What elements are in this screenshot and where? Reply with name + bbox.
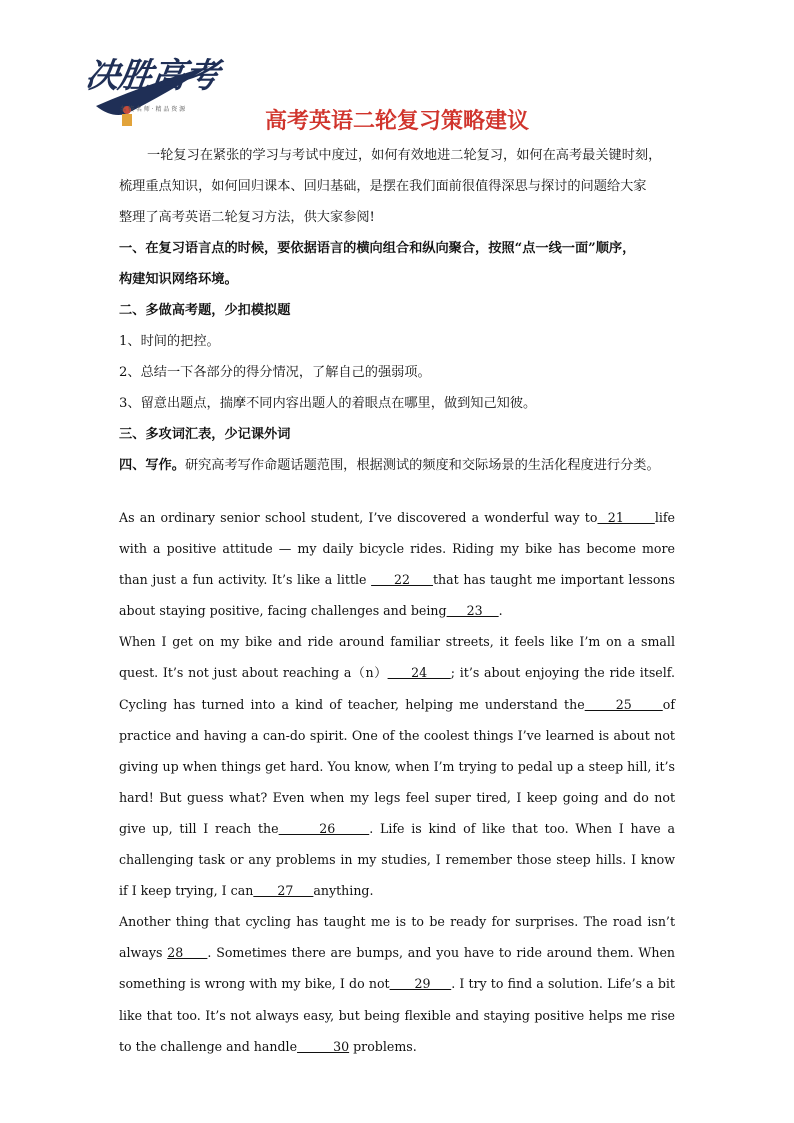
point-4-heading: 四、写作。	[119, 458, 185, 473]
blank-21: 21	[597, 510, 655, 525]
passage-text: life with a positive attitude — my daily bicycle rides. Riding my bike has become more than just a fun activity. It’s like a little	[119, 510, 676, 588]
page-title: 高考英语二轮复习策略建议	[264, 109, 529, 134]
blank-27: 27	[253, 883, 314, 899]
strategy-section	[119, 140, 675, 481]
logo-text: 决胜高考	[82, 56, 221, 96]
passage-text: . I try to find a solution. Life’s a bit like that too. It’s not always easy, but being flexible and staying positive helps me rise to the challenge and handle	[119, 976, 675, 1054]
point-4-line	[119, 450, 675, 481]
passage-text: that has taught me important lessons about staying positive, facing challenges and being	[119, 572, 675, 619]
sub-point-3: 3、留意出题点，揣摩不同内容出题人的着眼点在哪里，做到知己知彼。	[119, 396, 537, 411]
passage-text: As an ordinary senior school student, I’ve discovered a wonderful way to	[119, 510, 598, 525]
passage-text: . Life is kind of like that too. When I have a challenging task or any problems in my studies, I remember those steep hills. I know if I keep trying, I can	[119, 820, 675, 899]
blank-28: 28	[167, 945, 208, 961]
sub-point-1: 1、时间的把控。	[119, 334, 220, 349]
blank-29: 29	[389, 976, 452, 992]
intro-line-2: 梳理重点知识，如何回归课本、回归基础，是摆在我们面前很值得深思与探讨的问题给大家	[119, 179, 647, 194]
blank-30: 30	[297, 1038, 350, 1054]
passage-text: anything.	[313, 883, 374, 899]
point-2-heading: 二、多做高考题，少扣模拟题	[119, 303, 291, 318]
passage-text: Another thing that cycling has taught me is to be ready for surprises. The road isn’t always	[119, 914, 675, 961]
blank-25: 25	[584, 696, 663, 712]
intro-line-3: 整理了高考英语二轮复习方法，供大家参阅!	[119, 210, 375, 225]
blank-22: 22	[371, 572, 433, 588]
passage-text: of practice and having a can-do spirit. One of the coolest things I’ve learned is about not giving up when things get hard. You know, when I’m trying to pedal up a steep hill, it’s hard! But guess what? Even when my legs feel super tired, I keep going and do not give up, till I reach the	[119, 696, 675, 836]
blank-24: 24	[387, 665, 451, 681]
passage-text: . Sometimes there are bumps, and you have to ride around them. When something is wrong with my bike, I do not	[119, 945, 676, 992]
passage-paragraph-1	[119, 502, 675, 626]
passage-paragraph-2	[119, 626, 675, 906]
point-4-body: 研究高考写作命题话题范围，根据测试的频度和交际场景的生活化程度进行分类。	[184, 458, 660, 473]
passage-text: problems.	[349, 1038, 417, 1054]
sub-point-2: 2、总结一下各部分的得分情况，了解自己的强弱项。	[119, 365, 431, 380]
point-3-heading: 三、多攻词汇表，少记课外词	[119, 427, 291, 442]
blank-26: 26	[278, 820, 370, 836]
passage	[119, 502, 675, 1062]
passage-text: ; it’s about enjoying the ride itself. Cycling has turned into a kind of teacher, helping me understand the	[119, 665, 675, 712]
point-1-line-1: 一、在复习语言点的时候，要依据语言的横向组合和纵向聚合，按照“点一线一面”顺序，	[119, 241, 636, 256]
blank-23: 23	[446, 603, 499, 619]
intro-line-1: 一轮复习在紧张的学习与考试中度过，如何有效地进二轮复习，如何在高考最关键时刻，	[147, 148, 662, 163]
point-1-line-2: 构建知识网络环境。	[119, 272, 238, 287]
passage-paragraph-3	[119, 906, 675, 1061]
passage-text: When I get on my bike and ride around familiar streets, it feels like I’m on a small quest. It’s not just about reaching a（n）	[119, 634, 675, 681]
logo-subtext: 名 校 名 师 · 精 品 资 源	[120, 106, 186, 113]
passage-text: .	[498, 603, 503, 619]
